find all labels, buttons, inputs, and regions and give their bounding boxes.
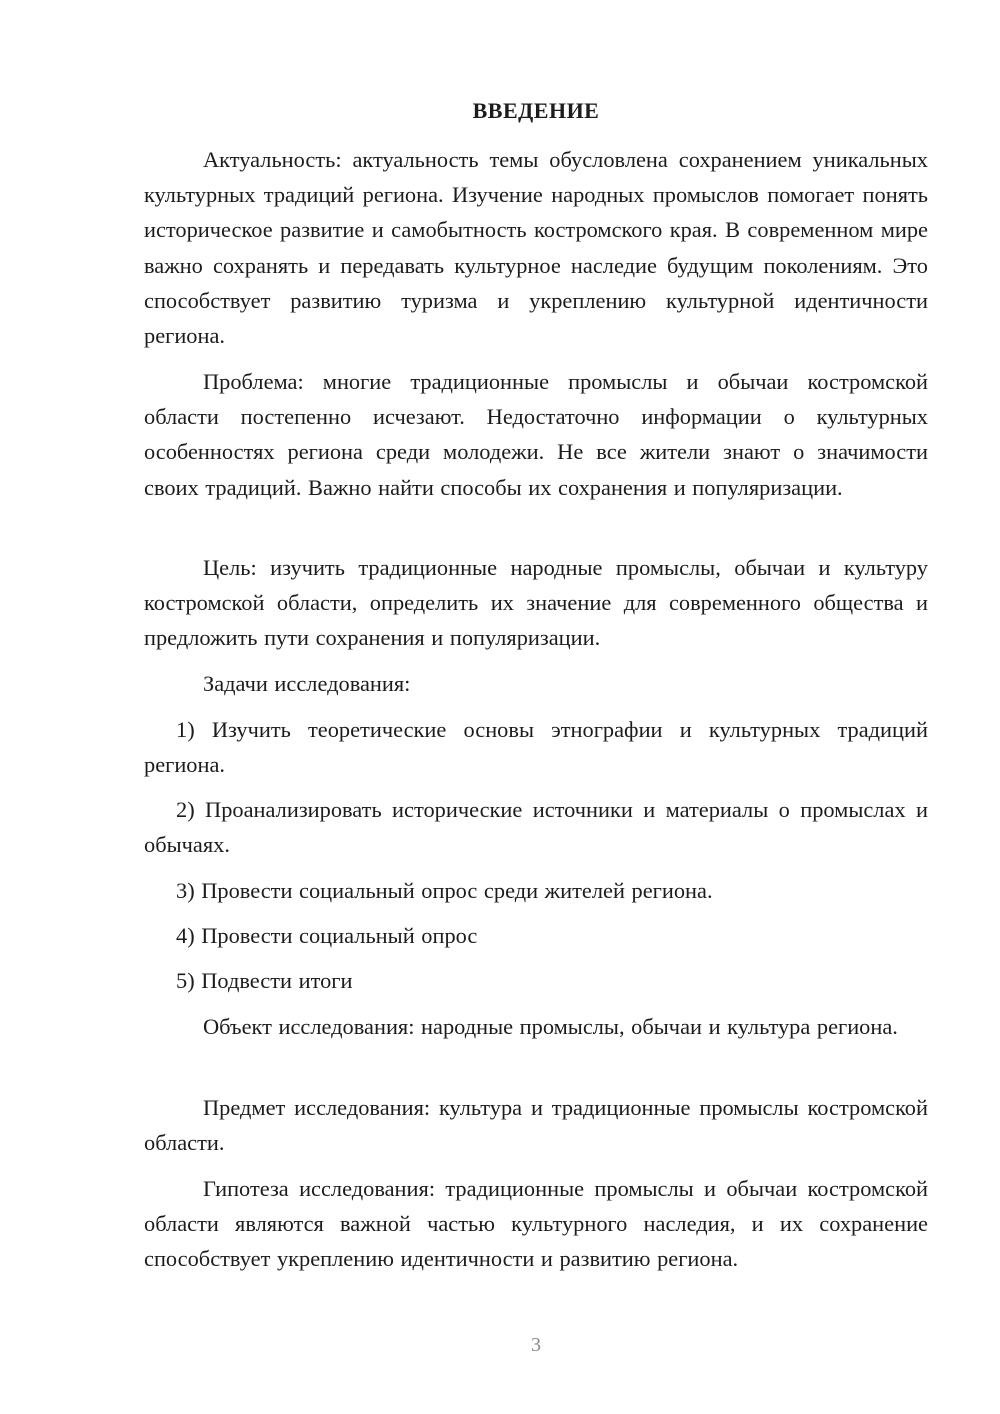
relevance-paragraph: Актуальность: актуальность темы обусловлена сохранением уникальных культурных традиций региона. Изучение народных промыслов помогает понять историческое развитие и самобытность костромского края. В современном мире важно сохранять и передавать культурное наследие будущим поколениям. Это способствует развитию туризма и укреплению культурной идентичности региона. (144, 147, 928, 349)
page-number: 3 (531, 1334, 541, 1356)
goal-paragraph: Цель: изучить традиционные народные промыслы, обычаи и культуру костромской области, определить их значение для современного общества и предложить пути сохранения и популяризации. (144, 555, 928, 651)
subject-paragraph: Предмет исследования: культура и традиционные промыслы костромской области. (144, 1095, 928, 1156)
task-item-5: 5) Подвести итоги (176, 968, 353, 993)
task-item-4: 4) Провести социальный опрос (176, 923, 478, 948)
problem-paragraph: Проблема: многие традиционные промыслы и обычаи костромской области постепенно исчезают. Недостаточно информации о культурных особенностях региона среди молодежи. Не все жители знают о значимости своих традиций. Важно найти способы их сохранения и популяризации. (144, 369, 928, 500)
object-paragraph: Объект исследования: народные промыслы, обычаи и культура региона. (203, 1014, 898, 1039)
tasks-heading: Задачи исследования: (203, 671, 411, 696)
task-item-2: 2) Проанализировать исторические источники и материалы о промыслах и обычаях. (144, 797, 928, 858)
task-item-3: 3) Провести социальный опрос среди жителей региона. (176, 878, 713, 903)
task-item-1: 1) Изучить теоретические основы этнографии и культурных традиций региона. (144, 717, 928, 778)
hypothesis-paragraph: Гипотеза исследования: традиционные промыслы и обычаи костромской области являются важной частью культурного наследия, и их сохранение способствует укреплению идентичности и развитию региона. (144, 1176, 928, 1272)
page-title: ВВЕДЕНИЕ (472, 98, 600, 123)
